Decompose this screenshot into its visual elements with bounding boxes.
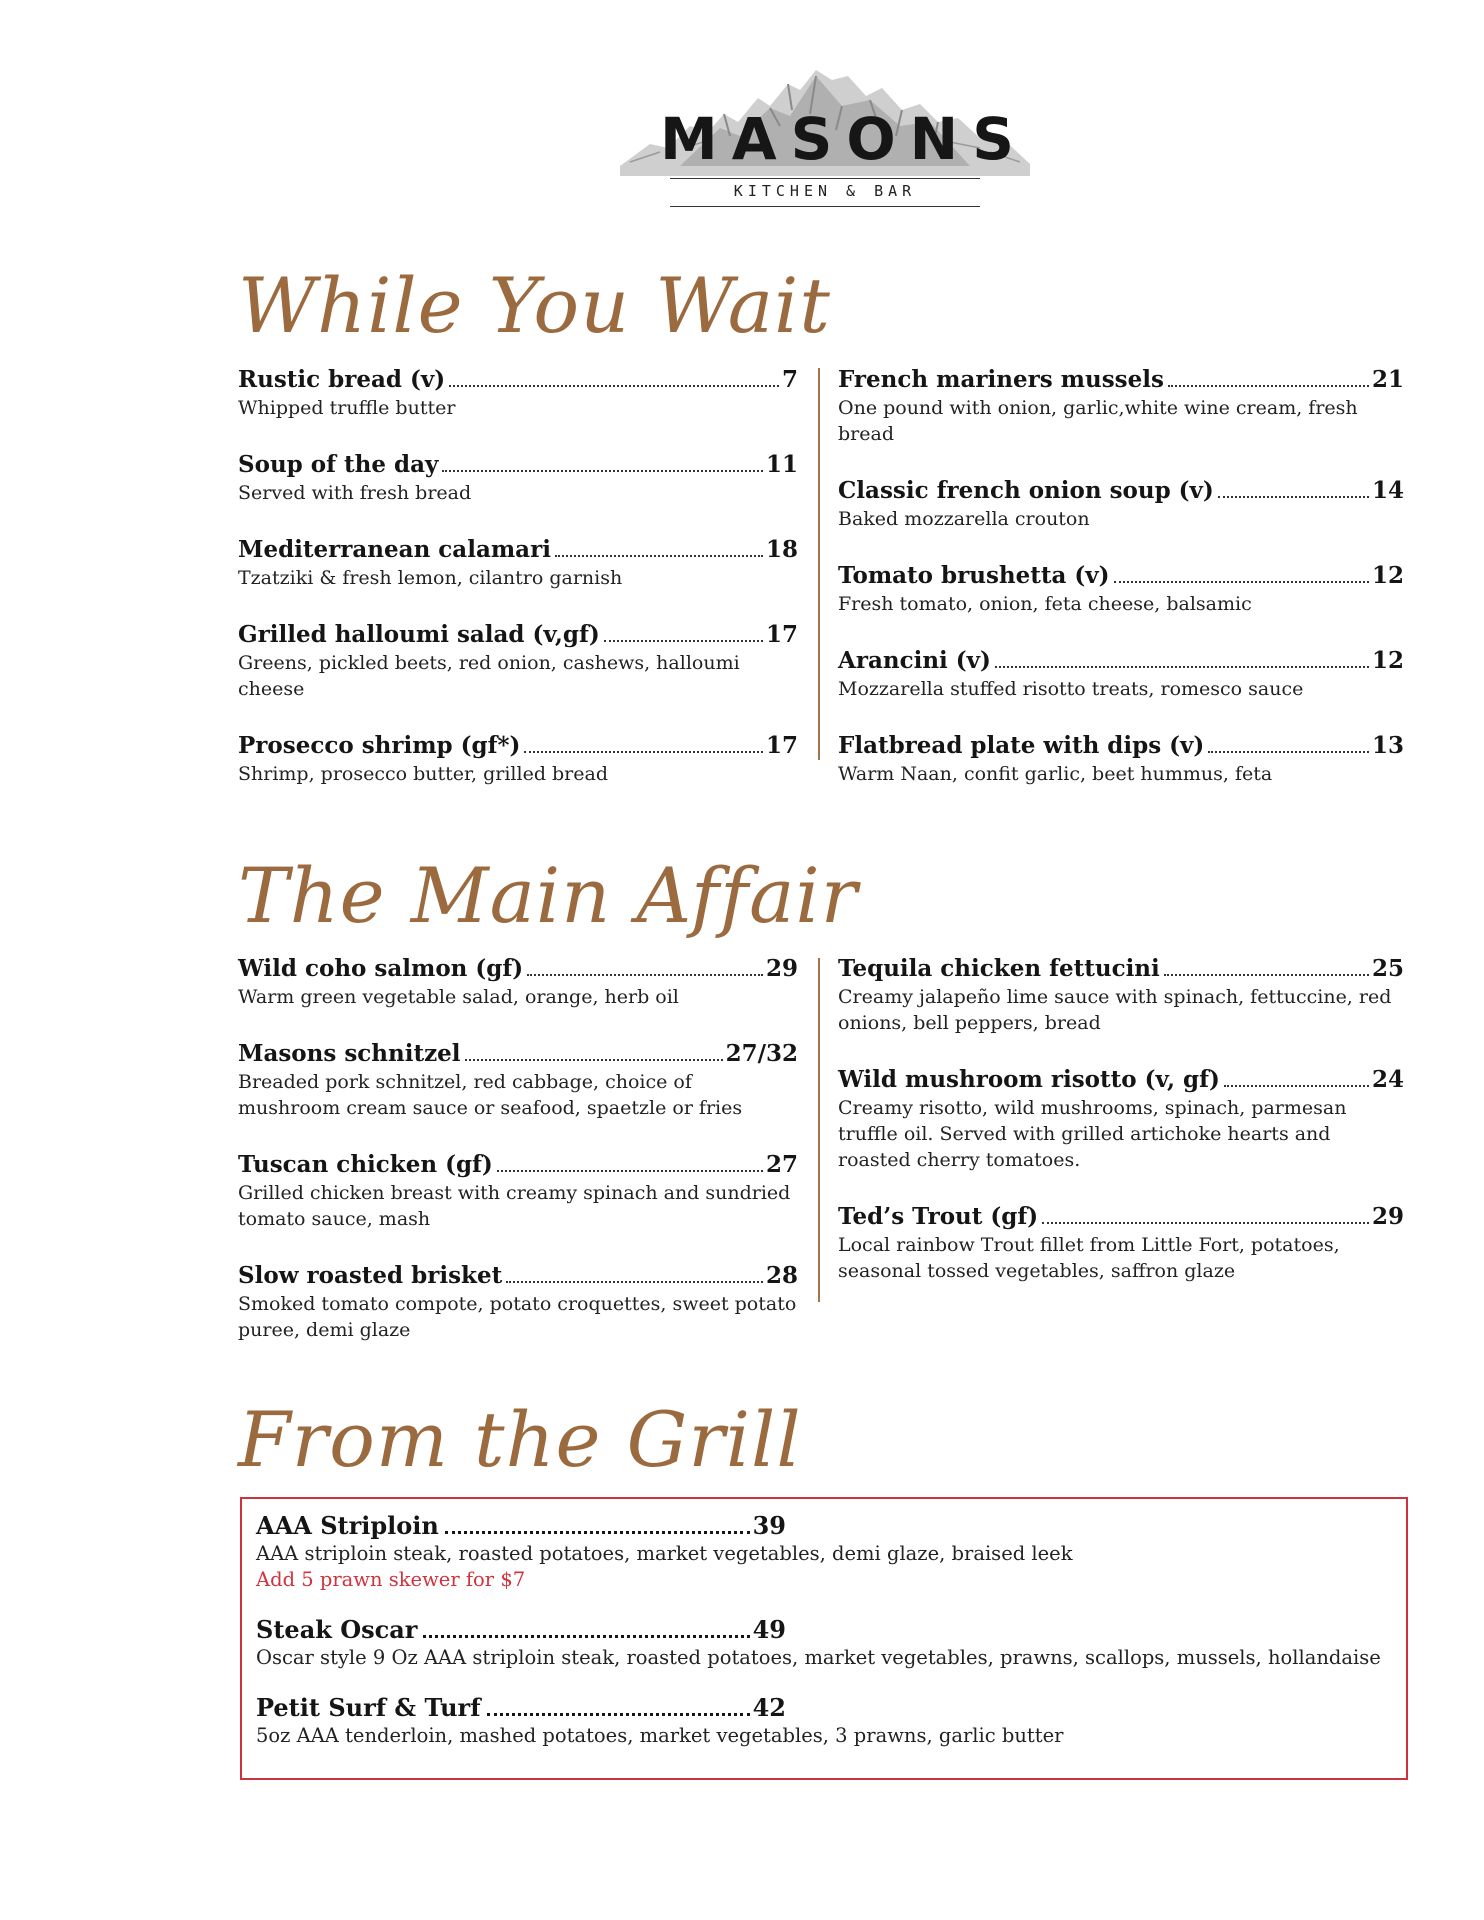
menu-item-header [238, 366, 798, 394]
menu-item-price: 17 [765, 732, 798, 759]
menu-item-header [238, 621, 798, 649]
dot-leader [449, 385, 779, 387]
menu-item-name: Tuscan chicken (gf) [238, 1151, 493, 1178]
logo-rule-bottom [670, 206, 980, 207]
menu-item-header [256, 1615, 786, 1645]
menu-item-name: Flatbread plate with dips (v) [838, 732, 1205, 759]
menu-item-header [238, 1040, 798, 1068]
menu-item-description: Mozzarella stuffed risotto treats, romesco sauce [838, 678, 1304, 700]
menu-item [838, 1066, 1404, 1173]
menu-item [838, 732, 1404, 787]
dot-leader [555, 555, 763, 557]
menu-item-description: Greens, pickled beets, red onion, cashews, halloumi cheese [238, 652, 740, 700]
menu-item-name: Prosecco shrimp (gf*) [238, 732, 521, 759]
main-affair-right-column [838, 955, 1404, 1314]
menu-item-header [238, 1262, 798, 1290]
menu-item [838, 647, 1404, 702]
menu-item-description: Grilled chicken breast with creamy spinach and sundried tomato sauce, mash [238, 1182, 791, 1230]
menu-item [838, 562, 1404, 617]
menu-item-description: Creamy jalapeño lime sauce with spinach, fettuccine, red onions, bell peppers, bread [838, 986, 1392, 1034]
menu-item-price: 14 [1371, 477, 1404, 504]
menu-item [838, 1203, 1404, 1284]
dot-leader [524, 751, 763, 753]
section-title-while-you-wait: While You Wait [238, 261, 831, 350]
menu-item-header [238, 1151, 798, 1179]
dot-leader [1208, 751, 1369, 753]
menu-item-name: Slow roasted brisket [238, 1262, 503, 1289]
menu-item-name: Grilled halloumi salad (v,gf) [238, 621, 600, 648]
section-title-from-the-grill: From the Grill [238, 1395, 802, 1484]
dot-leader [442, 470, 763, 472]
dot-leader [1168, 385, 1369, 387]
logo-subtitle: KITCHEN & BAR [733, 182, 917, 200]
menu-item-name: Tequila chicken fettucini [838, 955, 1160, 982]
menu-item-header [238, 536, 798, 564]
menu-item-name: Steak Oscar [256, 1615, 418, 1644]
menu-item-price: 12 [1371, 562, 1404, 589]
menu-item-price: 27/32 [725, 1040, 798, 1067]
menu-item-name: Rustic bread (v) [238, 366, 446, 393]
menu-item [238, 536, 798, 591]
menu-item-header [838, 366, 1404, 394]
menu-item-name: Wild mushroom risotto (v, gf) [838, 1066, 1220, 1093]
menu-item [238, 955, 798, 1010]
menu-item [238, 1151, 798, 1232]
dot-leader [527, 974, 763, 976]
while-you-wait-right-column [838, 366, 1404, 817]
menu-item-description: Breaded pork schnitzel, red cabbage, choice of mushroom cream sauce or seafood, spaetzle or fries [238, 1071, 743, 1119]
menu-item-name: Mediterranean calamari [238, 536, 551, 563]
menu-item-description: Local rainbow Trout fillet from Little Fort, potatoes, seasonal tossed vegetables, saffron glaze [838, 1234, 1340, 1282]
menu-item-header [838, 647, 1404, 675]
menu-item-description: Baked mozzarella crouton [838, 508, 1090, 530]
dot-leader [1164, 974, 1369, 976]
dot-leader [506, 1281, 763, 1283]
menu-item-description: Shrimp, prosecco butter, grilled bread [238, 763, 608, 785]
menu-item-name: Petit Surf & Turf [256, 1693, 481, 1722]
menu-item-name: Soup of the day [238, 451, 439, 478]
dot-leader [423, 1635, 749, 1638]
menu-item-header [838, 477, 1404, 505]
menu-item-price: 7 [781, 366, 798, 393]
menu-item-description: 5oz AAA tenderloin, mashed potatoes, market vegetables, 3 prawns, garlic butter [256, 1724, 1064, 1747]
menu-item-name: Ted’s Trout (gf) [838, 1203, 1039, 1230]
menu-item-header [238, 955, 798, 983]
menu-item-header [238, 732, 798, 760]
menu-item [238, 621, 798, 702]
menu-item-name: AAA Striploin [256, 1511, 439, 1540]
menu-item-price: 49 [752, 1615, 786, 1644]
dot-leader [1042, 1222, 1369, 1224]
menu-item-header [256, 1511, 786, 1541]
menu-item [238, 366, 798, 421]
dot-leader [487, 1713, 750, 1716]
menu-item-price: 29 [1371, 1203, 1404, 1230]
menu-item-price: 39 [752, 1511, 786, 1540]
menu-item-header [256, 1693, 786, 1723]
section-title-main-affair: The Main Affair [238, 851, 859, 940]
menu-item-name: Arancini (v) [838, 647, 991, 674]
menu-item [256, 1511, 1392, 1593]
grill-menu-box [240, 1497, 1408, 1780]
dot-leader [995, 666, 1369, 668]
menu-item-description: AAA striploin steak, roasted potatoes, market vegetables, demi glaze, braised leek [256, 1542, 1073, 1565]
menu-item-price: 21 [1371, 366, 1404, 393]
menu-item-header [838, 562, 1404, 590]
menu-item-description: Fresh tomato, onion, feta cheese, balsamic [838, 593, 1252, 615]
menu-item-name: Tomato brushetta (v) [838, 562, 1110, 589]
dot-leader [465, 1059, 723, 1061]
menu-item [238, 732, 798, 787]
menu-item-price: 25 [1371, 955, 1404, 982]
dot-leader [1114, 581, 1369, 583]
menu-item [238, 1040, 798, 1121]
restaurant-logo [620, 66, 1030, 216]
menu-item [238, 1262, 798, 1343]
dot-leader [1218, 496, 1369, 498]
menu-item-header [838, 1066, 1404, 1094]
menu-item-name: French mariners mussels [838, 366, 1164, 393]
column-divider [818, 368, 820, 760]
menu-item-description: Warm Naan, confit garlic, beet hummus, feta [838, 763, 1273, 785]
menu-item [838, 955, 1404, 1036]
menu-item-description: Warm green vegetable salad, orange, herb oil [238, 986, 679, 1008]
menu-item-header [838, 732, 1404, 760]
menu-item-description: Creamy risotto, wild mushrooms, spinach, parmesan truffle oil. Served with grilled artichoke hearts and roasted cherry tomatoes. [838, 1097, 1347, 1171]
menu-item-price: 17 [765, 621, 798, 648]
menu-item-description: Tzatziki & fresh lemon, cilantro garnish [238, 567, 623, 589]
menu-item-price: 18 [765, 536, 798, 563]
menu-item-price: 42 [752, 1693, 786, 1722]
menu-item [256, 1693, 1392, 1749]
menu-item-description: Smoked tomato compote, potato croquettes, sweet potato puree, demi glaze [238, 1293, 797, 1341]
menu-item [838, 366, 1404, 447]
logo-rule-top [670, 178, 980, 179]
menu-item-header [838, 1203, 1404, 1231]
menu-item-header [238, 451, 798, 479]
menu-item-name: Classic french onion soup (v) [838, 477, 1214, 504]
menu-item-description: Served with fresh bread [238, 482, 472, 504]
while-you-wait-left-column [238, 366, 798, 817]
dot-leader [497, 1170, 763, 1172]
menu-item-price: 11 [765, 451, 798, 478]
menu-item-name: Masons schnitzel [238, 1040, 461, 1067]
menu-item-price: 24 [1371, 1066, 1404, 1093]
menu-item-price: 27 [765, 1151, 798, 1178]
logo-name: MASONS [660, 105, 1028, 173]
dot-leader [1224, 1085, 1369, 1087]
menu-item [238, 451, 798, 506]
menu-item-price: 28 [765, 1262, 798, 1289]
menu-item-price: 29 [765, 955, 798, 982]
dot-leader [604, 640, 763, 642]
menu-item-description: Whipped truffle butter [238, 397, 456, 419]
menu-item-description: Oscar style 9 Oz AAA striploin steak, roasted potatoes, market vegetables, prawns, scallops, mussels, hollandaise [256, 1646, 1381, 1669]
column-divider [818, 958, 820, 1302]
main-affair-left-column [238, 955, 798, 1373]
dot-leader [445, 1531, 750, 1534]
menu-item-price: 13 [1371, 732, 1404, 759]
menu-item-header [838, 955, 1404, 983]
menu-item-price: 12 [1371, 647, 1404, 674]
menu-item-description: One pound with onion, garlic,white wine cream, fresh bread [838, 397, 1358, 445]
menu-item-name: Wild coho salmon (gf) [238, 955, 524, 982]
menu-item [256, 1615, 1392, 1671]
menu-item-addon: Add 5 prawn skewer for $7 [256, 1568, 526, 1591]
menu-item [838, 477, 1404, 532]
